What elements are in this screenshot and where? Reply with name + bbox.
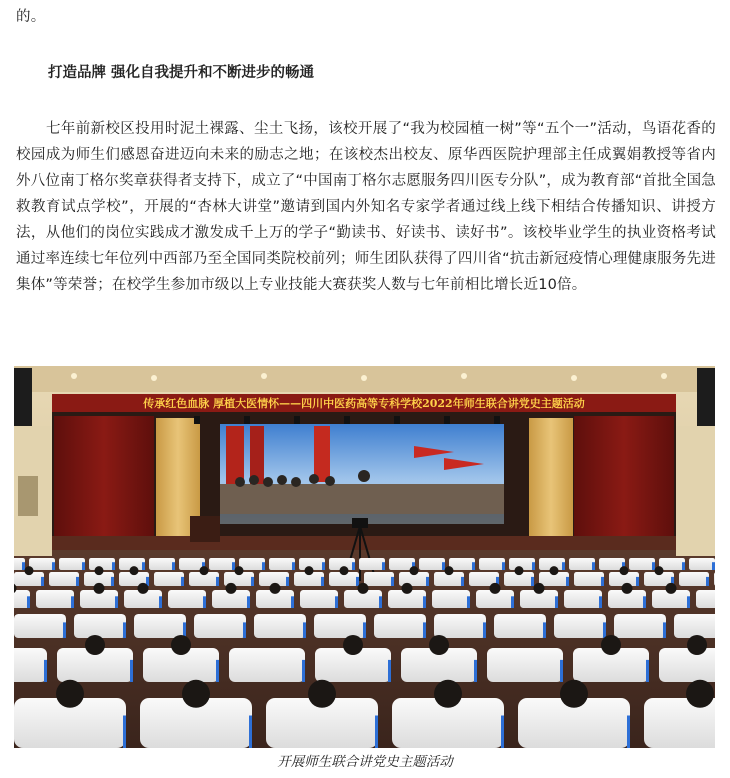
seat-armrest — [601, 577, 604, 586]
seat-armrest — [159, 596, 162, 608]
seat-armrest — [22, 562, 25, 570]
photo-caption: 开展师生联合讲党史主题活动 — [277, 754, 453, 770]
seat-armrest — [71, 596, 74, 608]
seat-armrest — [532, 562, 535, 570]
seat-armrest — [687, 596, 690, 608]
seat — [714, 572, 715, 586]
podium — [190, 516, 220, 542]
audience-head — [226, 583, 237, 594]
seat-armrest — [321, 577, 324, 586]
right-gold-drape — [529, 418, 573, 544]
seat-armrest — [172, 562, 175, 570]
audience-head — [490, 583, 501, 594]
seat-armrest — [511, 596, 514, 608]
seat-armrest — [335, 596, 338, 608]
seat-armrest — [501, 716, 504, 749]
audience-head — [655, 566, 664, 575]
seat — [554, 614, 606, 638]
audience-head — [560, 680, 588, 708]
seat-armrest — [303, 622, 306, 638]
seat-armrest — [555, 596, 558, 608]
audience-head — [340, 566, 349, 575]
seat — [29, 558, 55, 570]
stage-banner-text: 传承红色血脉 厚植大医情怀——四川中医药高等专科学校2022年师生联合讲党史主题活动 — [143, 397, 585, 410]
seat-armrest — [562, 562, 565, 570]
seat — [154, 572, 184, 586]
audience-head — [666, 583, 677, 594]
audience-head — [534, 583, 545, 594]
seat-armrest — [483, 622, 486, 638]
audience-head — [343, 635, 363, 655]
seat-armrest — [203, 596, 206, 608]
seat-armrest — [560, 660, 563, 682]
seat-armrest — [286, 577, 289, 586]
audience-head — [94, 583, 105, 594]
seat — [59, 558, 85, 570]
seat — [74, 614, 126, 638]
seat — [209, 558, 235, 570]
seat-armrest — [52, 562, 55, 570]
seat — [679, 572, 709, 586]
seat — [134, 614, 186, 638]
seat-armrest — [682, 562, 685, 570]
seat — [364, 572, 394, 586]
seat — [432, 590, 470, 608]
seat — [359, 558, 385, 570]
audience-head — [687, 635, 707, 655]
audience-head — [130, 566, 139, 575]
seat — [49, 572, 79, 586]
seat-armrest — [474, 660, 477, 682]
seat-armrest — [27, 596, 30, 608]
seat-armrest — [232, 562, 235, 570]
seat-armrest — [216, 577, 219, 586]
seat-armrest — [646, 660, 649, 682]
seat-armrest — [543, 622, 546, 638]
seat-armrest — [216, 660, 219, 682]
seat-armrest — [627, 716, 630, 749]
seat — [149, 558, 175, 570]
audience-head — [305, 566, 314, 575]
seat-armrest — [123, 622, 126, 638]
seat — [614, 614, 666, 638]
seat-armrest — [251, 577, 254, 586]
seat-armrest — [423, 622, 426, 638]
seat — [314, 614, 366, 638]
seat-armrest — [302, 660, 305, 682]
audience-head — [445, 566, 454, 575]
audience-head — [85, 635, 105, 655]
seat-armrest — [130, 660, 133, 682]
seat — [434, 614, 486, 638]
audience-head — [235, 566, 244, 575]
seat — [300, 590, 338, 608]
seat — [194, 614, 246, 638]
seat — [36, 590, 74, 608]
seat-armrest — [382, 562, 385, 570]
seat-armrest — [467, 596, 470, 608]
audience-head — [25, 566, 34, 575]
seat-armrest — [391, 577, 394, 586]
seat — [629, 558, 655, 570]
seat — [269, 558, 295, 570]
seat-armrest — [599, 596, 602, 608]
seat-armrest — [262, 562, 265, 570]
seat — [449, 558, 475, 570]
audience-head — [402, 583, 413, 594]
seat-armrest — [44, 660, 47, 682]
seat — [14, 648, 47, 682]
seat — [674, 614, 715, 638]
seat-armrest — [322, 562, 325, 570]
seat — [659, 558, 685, 570]
audience-head — [410, 566, 419, 575]
seat — [239, 558, 265, 570]
seat — [254, 614, 306, 638]
audience-head — [429, 635, 449, 655]
audience-head — [515, 566, 524, 575]
audience-head — [601, 635, 621, 655]
seat-armrest — [249, 716, 252, 749]
seat-armrest — [442, 562, 445, 570]
seat — [569, 558, 595, 570]
audience-head — [308, 680, 336, 708]
seat-armrest — [472, 562, 475, 570]
seat-armrest — [423, 596, 426, 608]
seat-armrest — [379, 596, 382, 608]
seat — [479, 558, 505, 570]
audience-head — [56, 680, 84, 708]
seat — [696, 590, 715, 608]
seat-armrest — [76, 577, 79, 586]
seat — [659, 648, 715, 682]
seat-armrest — [63, 622, 66, 638]
lecture-hall-photo — [14, 366, 715, 748]
seat-armrest — [115, 596, 118, 608]
seat-armrest — [426, 577, 429, 586]
audience-head — [550, 566, 559, 575]
audience-head — [620, 566, 629, 575]
seat-armrest — [388, 660, 391, 682]
seat — [487, 648, 563, 682]
seat — [229, 648, 305, 682]
seat-armrest — [363, 622, 366, 638]
seat — [168, 590, 206, 608]
audience-head — [434, 680, 462, 708]
seat — [419, 558, 445, 570]
seat-armrest — [592, 562, 595, 570]
seat-armrest — [643, 596, 646, 608]
seat-armrest — [663, 622, 666, 638]
seat-armrest — [111, 577, 114, 586]
audience-head — [686, 680, 714, 708]
left-speaker — [14, 368, 32, 428]
audience-head — [270, 583, 281, 594]
audience-head — [171, 635, 191, 655]
seat — [14, 614, 66, 638]
seat-armrest — [181, 577, 184, 586]
right-curtain — [574, 416, 674, 546]
seat-armrest — [461, 577, 464, 586]
audience-head — [200, 566, 209, 575]
seat-armrest — [243, 622, 246, 638]
seat-armrest — [41, 577, 44, 586]
left-curtain — [54, 416, 154, 546]
seat — [689, 558, 715, 570]
seat — [494, 614, 546, 638]
seat-armrest — [502, 562, 505, 570]
audience-head — [182, 680, 210, 708]
audience-head — [95, 566, 104, 575]
seat-armrest — [375, 716, 378, 749]
audience-head — [358, 583, 369, 594]
seat-armrest — [636, 577, 639, 586]
seat-armrest — [123, 716, 126, 749]
seat-armrest — [652, 562, 655, 570]
audience-head — [138, 583, 149, 594]
seat-armrest — [112, 562, 115, 570]
seat-armrest — [352, 562, 355, 570]
seat — [564, 590, 602, 608]
seat — [574, 572, 604, 586]
seat-armrest — [603, 622, 606, 638]
seat-armrest — [706, 577, 709, 586]
seat-armrest — [142, 562, 145, 570]
audience-head — [622, 583, 633, 594]
seat — [374, 614, 426, 638]
body-paragraph: 七年前新校区投用时泥土裸露、尘土飞扬，该校开展了“我为校园植一树”等“五个一”活动，鸟语花香的校园成为师生们感恩奋进迈向未来的励志之地；在该校杰出校友、原华西医院护理部主任成翼娟教授等省内外八位南丁格尔奖章获得者支持下，成立了“中国南丁格尔志愿服务四川医专分队”，成为教育部“首批全国急救教育试点学校”，开展的“杏林大讲堂”邀请到国内外知名专家学者通过线上线下相结合传播知识、讲授方法，从他们的岗位实践成才激发成千上万的学子“勤读书、好读书、读好书”。该校毕业学生的执业资格考试通过率连续七年位列中西部乃至全国同类院校前列；师生团队获得了四川省“抗击新冠疫情心理健康服务先进集体”等荣誉；在校学生参加市级以上专业技能大赛获奖人数与七年前相比增长近10倍。 — [16, 121, 716, 293]
seat-armrest — [247, 596, 250, 608]
seat-armrest — [292, 562, 295, 570]
seat-armrest — [566, 577, 569, 586]
intro-tail-text: 的。 — [16, 9, 46, 25]
seat-armrest — [712, 562, 715, 570]
section-heading: 打造品牌 强化自我提升和不断进步的畅通 — [48, 65, 315, 81]
seat-armrest — [356, 577, 359, 586]
seat-armrest — [531, 577, 534, 586]
right-speaker — [697, 368, 715, 428]
seat-armrest — [82, 562, 85, 570]
seat-armrest — [291, 596, 294, 608]
